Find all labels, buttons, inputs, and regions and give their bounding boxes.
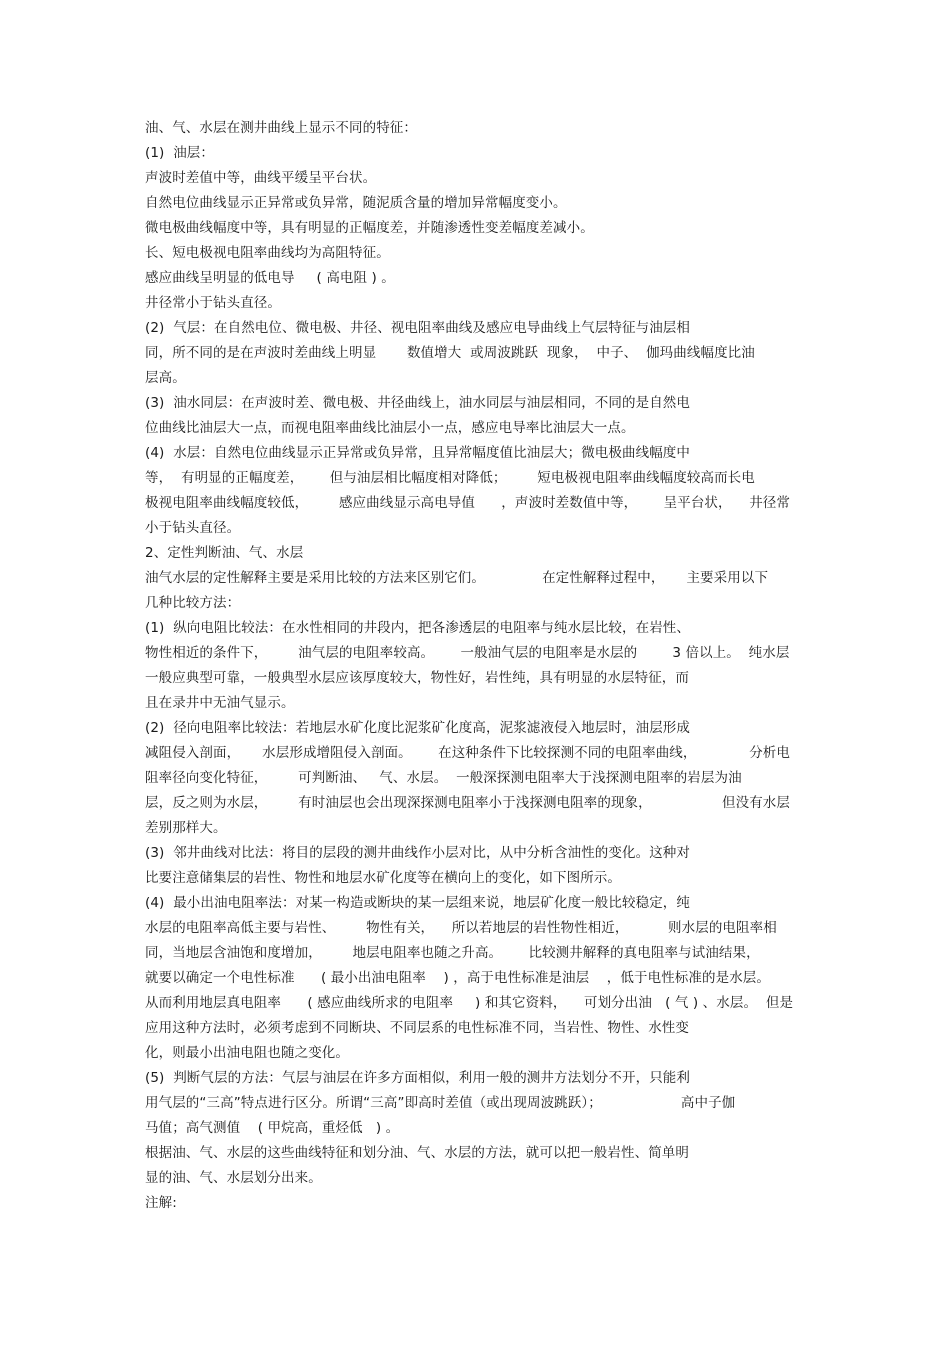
text-line: 用气层的“三高”特点进行区分。所谓“三高”即高时差值（或出现周波跳跃）； 高中子伽 <box>145 1095 736 1111</box>
text-line: 比要注意储集层的岩性、物性和地层水矿化度等在横向上的变化，如下图所示。 <box>145 870 621 886</box>
text-line: 感应曲线呈明显的低电导 ( 高电阻 ) 。 <box>145 270 395 286</box>
text-line: (4) 水层：自然电位曲线显示正异常或负异常，且异常幅度值比油层大；微电极曲线幅度中 <box>145 445 691 461</box>
text-line: 化，则最小出油电阻也随之变化。 <box>145 1045 349 1061</box>
text-line: (1) 纵向电阻比较法：在水性相同的井段内，把各渗透层的电阻率与纯水层比较，在岩性、 <box>145 620 691 636</box>
text-line: 从而利用地层真电阻率 ( 感应曲线所求的电阻率 ) 和其它资料， 可划分出油 ( 气 ) 、水层。 但是 <box>145 995 794 1011</box>
text-line: 层高。 <box>145 370 186 386</box>
text-line: (2) 径向电阻率比较法：若地层水矿化度比泥浆矿化度高，泥浆滤液侵入地层时，油层形成 <box>145 720 691 736</box>
text-line: 油气水层的定性解释主要是采用比较的方法来区别它们。 在定性解释过程中， 主要采用以下 <box>145 570 769 586</box>
text-line: 显的油、气、水层划分出来。 <box>145 1170 322 1186</box>
text-line: (4) 最小出油电阻率法：对某一构造或断块的某一层组来说，地层矿化度一般比较稳定，纯 <box>145 895 691 911</box>
text-line: 小于钻头直径。 <box>145 520 241 536</box>
text-line: 一般应典型可靠，一般典型水层应该厚度较大，物性好，岩性纯，具有明显的水层特征，而 <box>145 670 689 686</box>
text-line: 声波时差值中等，曲线平缓呈平台状。 <box>145 170 377 186</box>
text-line: (5) 判断气层的方法：气层与油层在许多方面相似，利用一般的测井方法划分不开，只能利 <box>145 1070 691 1086</box>
text-line: 位曲线比油层大一点，而视电阻率曲线比油层小一点，感应电导率比油层大一点。 <box>145 420 635 436</box>
text-line: 长、短电极视电阻率曲线均为高阻特征。 <box>145 245 390 261</box>
text-line: 且在录井中无油气显示。 <box>145 695 295 711</box>
text-line: 同，当地层含油饱和度增加， 地层电阻率也随之升高。 比较测井解释的真电阻率与试油结果， <box>145 945 760 961</box>
text-line: 微电极曲线幅度中等，具有明显的正幅度差，并随渗透性变差幅度差减小。 <box>145 220 594 236</box>
text-line: (3) 油水同层：在声波时差、微电极、井径曲线上，油水同层与油层相同，不同的是自然电 <box>145 395 691 411</box>
notes-label: 注解: <box>145 1195 177 1211</box>
text-line: 根据油、气、水层的这些曲线特征和划分油、气、水层的方法，就可以把一般岩性、简单明 <box>145 1145 689 1161</box>
text-line: 同，所不同的是在声波时差曲线上明显 数值增大 或周波跳跃 现象， 中子、 伽玛曲线幅度比油 <box>145 345 755 361</box>
text-line: 阻率径向变化特征， 可判断油、 气、水层。 一般深探测电阻率大于浅探测电阻率的岩层为油 <box>145 770 742 786</box>
text-line: 极视电阻率曲线幅度较低， 感应曲线显示高电导值 ，声波时差数值中等， 呈平台状， 井径常 <box>145 495 790 511</box>
text-line: 差别那样大。 <box>145 820 227 836</box>
text-line: (3) 邻井曲线对比法：将目的层段的测井曲线作小层对比，从中分析含油性的变化。这种对 <box>145 845 691 861</box>
text-line: 油、气、水层在测井曲线上显示不同的特征： <box>145 120 417 136</box>
text-line: 自然电位曲线显示正异常或负异常，随泥质含量的增加异常幅度变小。 <box>145 195 567 211</box>
text-line: 应用这种方法时，必须考虑到不同断块、不同层系的电性标准不同，当岩性、物性、水性变 <box>145 1020 689 1036</box>
text-line: 井径常小于钻头直径。 <box>145 295 281 311</box>
text-line: 物性相近的条件下， 油气层的电阻率较高。 一般油气层的电阻率是水层的 3 倍以上。 纯水层 <box>145 645 790 661</box>
section-heading: 2、定性判断油、气、水层 <box>145 545 304 561</box>
text-line: 就要以确定一个电性标准 ( 最小出油电阻率 ) ，高于电性标准是油层 ，低于电性标准的是水层。 <box>145 970 770 986</box>
text-line: (1) 油层： <box>145 145 215 161</box>
text-line: 减阻侵入剖面， 水层形成增阻侵入剖面。 在这种条件下比较探测不同的电阻率曲线， 分析电 <box>145 745 790 761</box>
text-line: 几种比较方法： <box>145 595 241 611</box>
text-line: 马值；高气测值 ( 甲烷高，重烃低 ) 。 <box>145 1120 400 1136</box>
text-line: (2) 气层：在自然电位、微电极、井径、视电阻率曲线及感应电导曲线上气层特征与油层相 <box>145 320 691 336</box>
text-line: 层，反之则为水层， 有时油层也会出现深探测电阻率小于浅探测电阻率的现象， 但没有水层 <box>145 795 790 811</box>
text-line: 等， 有明显的正幅度差， 但与油层相比幅度相对降低； 短电极视电阻率曲线幅度较高而长电 <box>145 470 755 486</box>
text-line: 水层的电阻率高低主要与岩性、 物性有关， 所以若地层的岩性物性相近， 则水层的电阻率相 <box>145 920 777 936</box>
